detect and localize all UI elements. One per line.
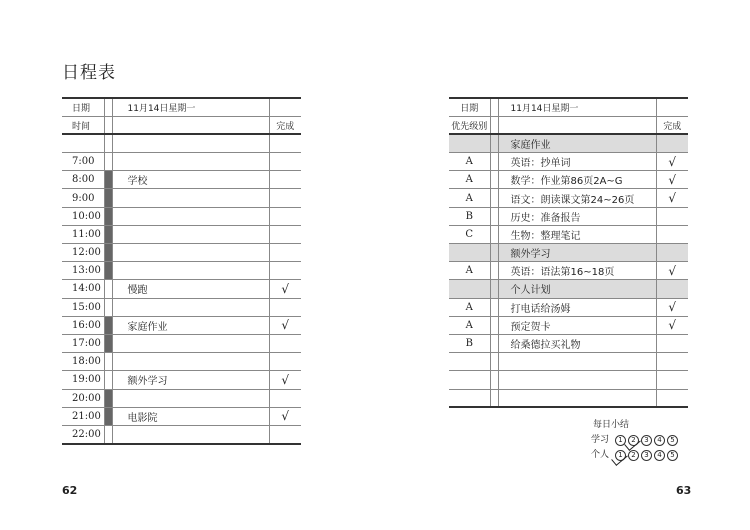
event-cell	[112, 298, 269, 316]
task-cell: 英语：语法第16~18页	[498, 262, 656, 280]
event-cell: 额外学习	[112, 371, 269, 389]
schedule-row	[62, 407, 301, 425]
date-label: 日期	[449, 98, 490, 116]
priority-column-header: 优先级别	[449, 116, 490, 134]
study-rating-option: 1	[615, 435, 626, 446]
done-check: √	[269, 371, 301, 389]
priority-cell: A	[449, 189, 490, 207]
done-check	[656, 371, 688, 389]
schedule-row	[62, 244, 301, 262]
priority-cell: B	[449, 207, 490, 225]
task-cell	[498, 353, 656, 371]
time-cell: 7:00	[62, 153, 104, 171]
priority-cell: A	[449, 153, 490, 171]
schedule-row	[62, 389, 301, 407]
done-check	[269, 389, 301, 407]
done-check	[269, 244, 301, 262]
done-check	[656, 389, 688, 407]
occupied-marker	[104, 353, 112, 371]
time-cell: 21:00	[62, 407, 104, 425]
daily-summary	[591, 418, 680, 463]
schedule-row	[62, 371, 301, 389]
done-check	[269, 207, 301, 225]
done-check: √	[269, 407, 301, 425]
time-cell: 18:00	[62, 353, 104, 371]
done-check: √	[656, 298, 688, 316]
done-check: √	[656, 262, 688, 280]
page-number-left: 62	[62, 484, 78, 497]
section-row	[449, 244, 688, 262]
done-check	[656, 280, 688, 298]
event-cell	[112, 134, 269, 152]
done-check: √	[656, 316, 688, 334]
done-check	[656, 244, 688, 262]
priority-cell: A	[449, 316, 490, 334]
time-cell: 15:00	[62, 298, 104, 316]
occupied-marker	[104, 425, 112, 443]
priority-cell: C	[449, 225, 490, 243]
occupied-marker	[104, 225, 112, 243]
priority-cell	[449, 353, 490, 371]
task-cell: 语文：朗读课文第24~26页	[498, 189, 656, 207]
time-cell: 11:00	[62, 225, 104, 243]
task-cell: 个人计划	[498, 280, 656, 298]
occupied-marker	[104, 280, 112, 298]
done-check	[269, 298, 301, 316]
done-check: √	[656, 189, 688, 207]
occupied-marker	[104, 134, 112, 152]
done-check: √	[656, 153, 688, 171]
task-cell: 额外学习	[498, 244, 656, 262]
task-row	[449, 371, 688, 389]
occupied-marker	[104, 371, 112, 389]
occupied-marker	[104, 262, 112, 280]
occupied-marker	[104, 334, 112, 352]
schedule-row	[62, 207, 301, 225]
study-rating-option: 5	[667, 435, 678, 446]
occupied-marker	[104, 153, 112, 171]
done-check: √	[269, 280, 301, 298]
task-row	[449, 207, 688, 225]
done-check	[656, 225, 688, 243]
date-value: 11月14日星期一	[498, 98, 656, 116]
schedule-row	[62, 262, 301, 280]
task-cell	[498, 371, 656, 389]
personal-rating-option: 4	[654, 450, 665, 461]
priority-cell: A	[449, 262, 490, 280]
occupied-marker	[104, 244, 112, 262]
schedule-row	[62, 353, 301, 371]
time-cell: 16:00	[62, 316, 104, 334]
priority-cell: B	[449, 334, 490, 352]
date-label: 日期	[62, 98, 104, 116]
done-check	[269, 353, 301, 371]
event-cell	[112, 225, 269, 243]
task-cell: 预定贺卡	[498, 316, 656, 334]
event-cell	[112, 262, 269, 280]
schedule-row	[62, 425, 301, 443]
personal-rating-option: 5	[667, 450, 678, 461]
time-cell: 20:00	[62, 389, 104, 407]
event-cell: 慢跑	[112, 280, 269, 298]
done-column-header: 完成	[269, 116, 301, 134]
event-cell	[112, 244, 269, 262]
occupied-marker	[104, 389, 112, 407]
task-row	[449, 225, 688, 243]
done-check	[269, 225, 301, 243]
task-cell: 生物：整理笔记	[498, 225, 656, 243]
schedule-row	[62, 225, 301, 243]
event-cell	[112, 207, 269, 225]
study-rating-option: 2	[628, 435, 639, 446]
task-cell: 家庭作业	[498, 134, 656, 152]
page-number-right: 63	[676, 484, 692, 497]
priority-cell	[449, 280, 490, 298]
study-rating	[591, 433, 680, 448]
priority-task-table	[449, 97, 688, 408]
time-cell	[62, 134, 104, 152]
time-column-header: 时间	[62, 116, 104, 134]
done-check	[269, 262, 301, 280]
done-check	[656, 353, 688, 371]
priority-cell: A	[449, 171, 490, 189]
time-cell: 14:00	[62, 280, 104, 298]
time-schedule-table	[62, 97, 301, 445]
done-check	[269, 171, 301, 189]
task-row	[449, 316, 688, 334]
task-row	[449, 171, 688, 189]
event-cell: 电影院	[112, 407, 269, 425]
priority-cell	[449, 134, 490, 152]
section-row	[449, 280, 688, 298]
task-cell: 给桑德拉买礼物	[498, 334, 656, 352]
schedule-row	[62, 280, 301, 298]
schedule-row	[62, 298, 301, 316]
done-check	[656, 334, 688, 352]
done-check: √	[269, 316, 301, 334]
done-check	[269, 134, 301, 152]
occupied-marker	[104, 207, 112, 225]
page-title: 日程表	[62, 63, 116, 83]
task-row	[449, 189, 688, 207]
schedule-row	[62, 171, 301, 189]
task-row	[449, 334, 688, 352]
task-row	[449, 353, 688, 371]
done-check	[269, 425, 301, 443]
occupied-marker	[104, 171, 112, 189]
time-cell: 22:00	[62, 425, 104, 443]
summary-title: 每日小结	[593, 420, 630, 430]
event-cell: 学校	[112, 171, 269, 189]
time-cell: 17:00	[62, 334, 104, 352]
done-check: √	[656, 171, 688, 189]
task-cell: 打电话给汤姆	[498, 298, 656, 316]
occupied-marker	[104, 316, 112, 334]
task-row	[449, 389, 688, 407]
personal-rating	[591, 448, 680, 463]
priority-cell	[449, 371, 490, 389]
schedule-row	[62, 189, 301, 207]
priority-cell: A	[449, 298, 490, 316]
time-cell: 9:00	[62, 189, 104, 207]
done-check	[269, 189, 301, 207]
done-check	[656, 207, 688, 225]
time-cell: 8:00	[62, 171, 104, 189]
event-cell	[112, 353, 269, 371]
task-row	[449, 153, 688, 171]
done-column-header: 完成	[656, 116, 688, 134]
event-cell: 家庭作业	[112, 316, 269, 334]
event-cell	[112, 189, 269, 207]
event-cell	[112, 389, 269, 407]
study-rating-option: 3	[641, 435, 652, 446]
occupied-marker	[104, 407, 112, 425]
task-cell: 历史：准备报告	[498, 207, 656, 225]
task-row	[449, 298, 688, 316]
personal-label: 个人	[591, 450, 610, 460]
personal-rating-option: 3	[641, 450, 652, 461]
done-check	[656, 134, 688, 152]
schedule-row	[62, 134, 301, 152]
task-cell: 数学：作业第86页2A~G	[498, 171, 656, 189]
event-cell	[112, 425, 269, 443]
task-row	[449, 262, 688, 280]
time-cell: 19:00	[62, 371, 104, 389]
schedule-row	[62, 334, 301, 352]
event-cell	[112, 153, 269, 171]
personal-rating-option: 2	[628, 450, 639, 461]
time-cell: 12:00	[62, 244, 104, 262]
done-check	[269, 153, 301, 171]
event-cell	[112, 334, 269, 352]
time-cell: 10:00	[62, 207, 104, 225]
personal-rating-option: 1	[615, 450, 626, 461]
done-check	[269, 334, 301, 352]
occupied-marker	[104, 298, 112, 316]
study-label: 学习	[591, 435, 610, 445]
time-cell: 13:00	[62, 262, 104, 280]
section-row	[449, 134, 688, 152]
task-cell: 英语：抄单词	[498, 153, 656, 171]
priority-cell	[449, 244, 490, 262]
occupied-marker	[104, 189, 112, 207]
schedule-row	[62, 316, 301, 334]
study-rating-option: 4	[654, 435, 665, 446]
date-value: 11月14日星期一	[112, 98, 269, 116]
priority-cell	[449, 389, 490, 407]
task-cell	[498, 389, 656, 407]
schedule-row	[62, 153, 301, 171]
